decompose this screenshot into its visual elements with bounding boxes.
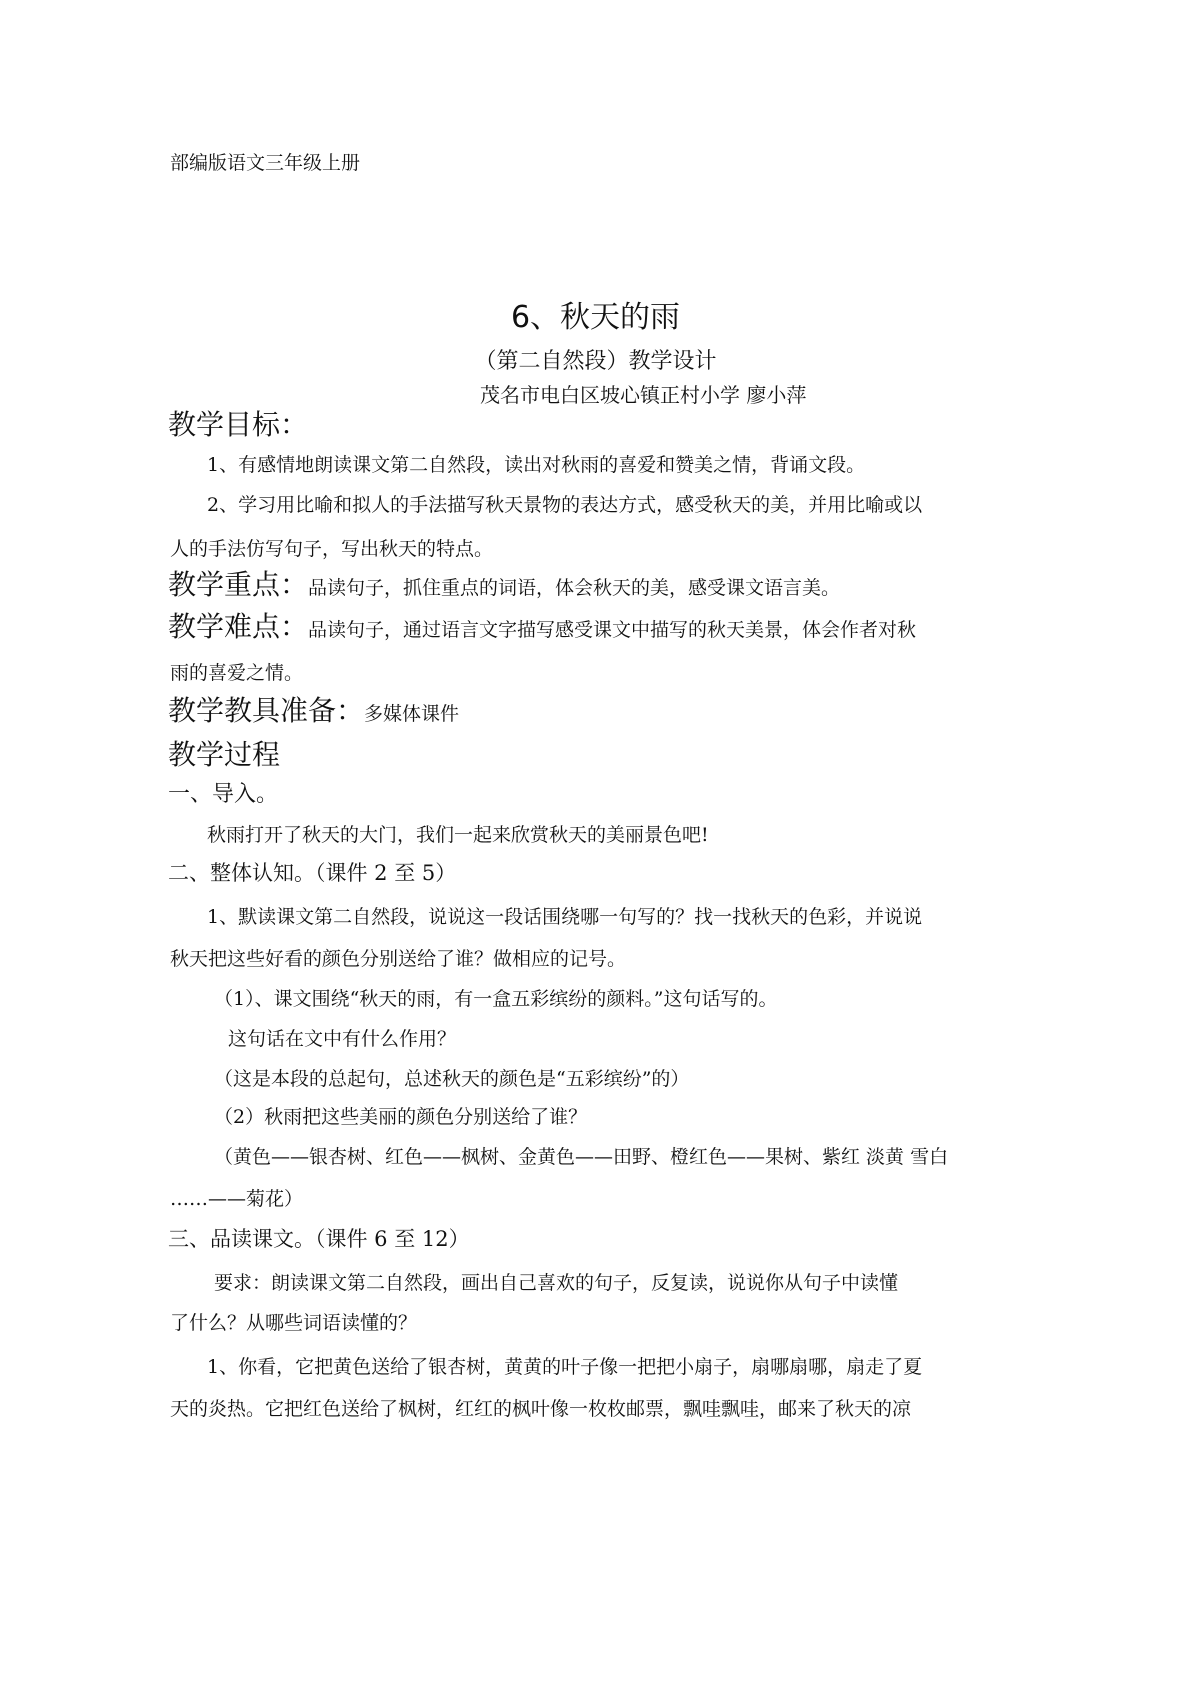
part-2-item-2: （1）、课文围绕“秋天的雨，有一盒五彩缤纷的颜料。”这句话写的。 [214, 988, 778, 1010]
key-points-text: 品读句子，抓住重点的词语，体会秋天的美，感受课文语言美。 [308, 577, 841, 599]
part-2-item-1-line-2: 秋天把这些好看的颜色分别送给了谁？做相应的记号。 [170, 948, 627, 970]
goals-heading: 教学目标： [168, 408, 309, 441]
key-points-heading: 教学重点： [168, 568, 309, 601]
part-2-item-3: 这句话在文中有什么作用？ [228, 1028, 457, 1050]
difficult-points [168, 610, 917, 643]
part-3-requirement-line-2: 了什么？从哪些词语读懂的？ [170, 1312, 418, 1334]
part-2-item-6-line-1: （黄色——银杏树、红色——枫树、金黄色——田野、橙红色——果树、紫红 淡黄 雪白 [214, 1146, 949, 1168]
difficult-points-line-2: 雨的喜爱之情。 [170, 662, 304, 684]
part-3-item-1-line-2: 天的炎热。它把红色送给了枫树，红红的枫叶像一枚枚邮票，飘哇飘哇，邮来了秋天的凉 [170, 1398, 912, 1420]
teaching-tools [168, 694, 460, 727]
part-2-item-5: （2）秋雨把这些美丽的颜色分别送给了谁？ [214, 1106, 588, 1128]
difficult-points-text: 品读句子，通过语言文字描写感受课文中描写的秋天美景，体会作者对秋 [308, 619, 917, 641]
process-heading: 教学过程 [168, 738, 281, 771]
goal-2-line-2: 人的手法仿写句子，写出秋天的特点。 [170, 538, 494, 560]
goal-2-line-1: 2、学习用比喻和拟人的手法描写秋天景物的表达方式，感受秋天的美，并用比喻或以 [207, 494, 923, 516]
header-text: 部编版语文三年级上册 [170, 152, 361, 174]
part-3-item-1-line-1: 1、你看，它把黄色送给了银杏树，黄黄的叶子像一把把小扇子，扇哪扇哪，扇走了夏 [207, 1356, 923, 1378]
part-1-text: 秋雨打开了秋天的大门，我们一起来欣赏秋天的美丽景色吧! [207, 824, 709, 846]
teaching-tools-text: 多媒体课件 [364, 703, 460, 725]
part-3-requirement-line-1: 要求：朗读课文第二自然段，画出自己喜欢的句子，反复读，说说你从句子中读懂 [214, 1272, 899, 1294]
part-2-heading: 二、整体认知。（课件 2 至 5） [168, 861, 457, 885]
teaching-tools-heading: 教学教具准备： [168, 694, 365, 727]
difficult-points-heading: 教学难点： [168, 610, 309, 643]
lesson-title: 6、秋天的雨 [510, 300, 681, 335]
part-1-heading: 一、导入。 [168, 782, 279, 807]
part-2-item-6-line-2: ……——菊花） [170, 1188, 304, 1210]
part-2-item-4: （这是本段的总起句，总述秋天的颜色是“五彩缤纷”的） [214, 1068, 690, 1090]
part-3-heading: 三、品读课文。（课件 6 至 12） [168, 1227, 470, 1251]
lesson-subtitle: （第二自然段）教学设计 [474, 349, 717, 374]
key-points [168, 568, 841, 601]
goal-1: 1、有感情地朗读课文第二自然段，读出对秋雨的喜爱和赞美之情，背诵文段。 [207, 454, 866, 476]
part-2-item-1-line-1: 1、默读课文第二自然段，说说这一段话围绕哪一句写的？找一找秋天的色彩，并说说 [207, 906, 923, 928]
author-line: 茂名市电白区坡心镇正村小学 廖小萍 [480, 383, 807, 407]
